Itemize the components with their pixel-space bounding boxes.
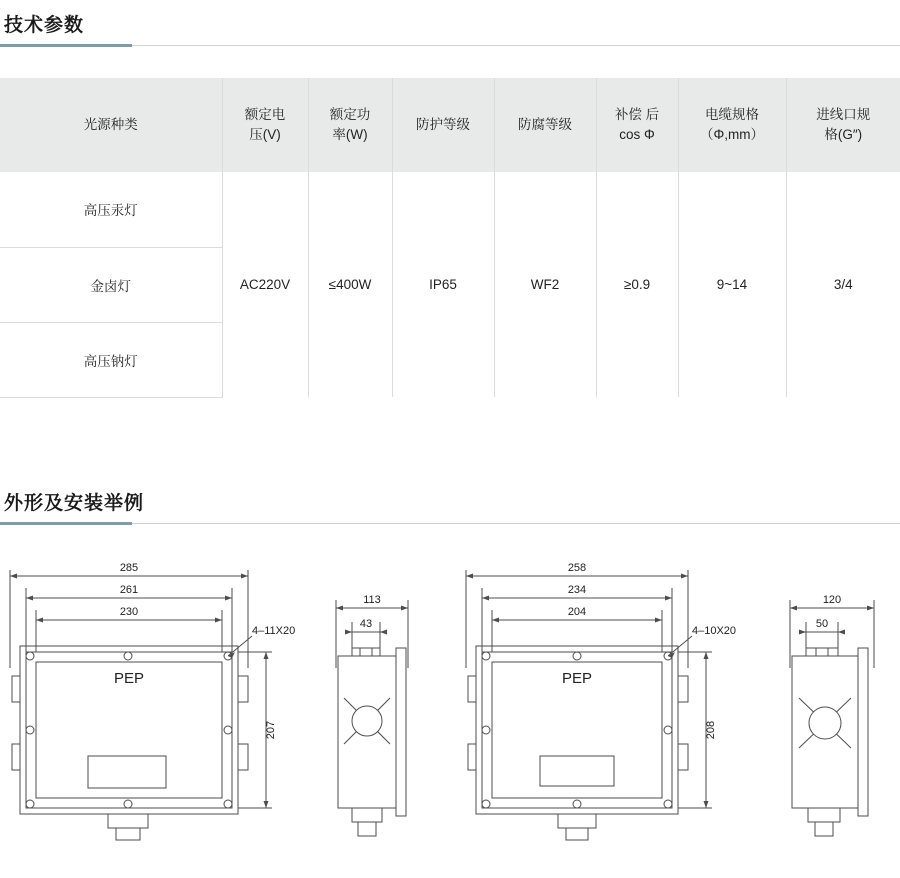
view3-brand-label: PEP xyxy=(561,670,593,687)
view3-hole-note: 4–10X20 xyxy=(692,625,737,637)
col-header-corrosion: 防腐等级 xyxy=(494,78,596,172)
drawing-view-2 xyxy=(336,594,408,836)
view1-brand-label: PEP xyxy=(113,670,145,687)
section-title-tech: 技术参数 xyxy=(4,15,85,36)
dim-label-230: 230 xyxy=(119,606,139,618)
cell-light-source-2: 金卤灯 xyxy=(0,247,222,322)
section-rule-outline xyxy=(0,523,900,524)
table-header-row xyxy=(0,78,900,172)
cell-light-source-3: 高压钠灯 xyxy=(0,322,222,397)
dim-label-258: 258 xyxy=(567,562,587,574)
dim-label-204: 204 xyxy=(567,606,587,618)
cell-voltage: AC220V xyxy=(222,172,308,397)
col-header-cos-phi: 补偿 后 cos Φ xyxy=(596,78,678,172)
view1-hole-note: 4–11X20 xyxy=(252,625,296,637)
spec-table xyxy=(0,78,900,398)
dim-label-285: 285 xyxy=(119,562,139,574)
dim-label-43: 43 xyxy=(359,618,373,630)
table-row xyxy=(0,172,900,247)
dim-label-113: 113 xyxy=(363,594,381,606)
cell-protection: IP65 xyxy=(392,172,494,397)
dim-label-120: 120 xyxy=(822,594,842,606)
dim-label-207: 207 xyxy=(265,720,277,740)
outline-drawings xyxy=(0,548,900,878)
dim-label-234: 234 xyxy=(567,584,587,596)
col-header-inlet: 进线口规 格(G″) xyxy=(786,78,900,172)
drawings-svg xyxy=(0,548,900,878)
col-header-cable: 电缆规格 （Φ,mm） xyxy=(678,78,786,172)
col-header-voltage: 额定电 压(V) xyxy=(222,78,308,172)
col-header-light-source: 光源种类 xyxy=(0,78,222,172)
cell-cos-phi: ≥0.9 xyxy=(596,172,678,397)
section-title-outline: 外形及安装举例 xyxy=(4,493,145,514)
cell-power: ≤400W xyxy=(308,172,392,397)
dim-label-208: 208 xyxy=(705,720,717,740)
cell-inlet: 3/4 xyxy=(786,172,900,397)
col-header-power: 额定功 率(W) xyxy=(308,78,392,172)
drawing-view-1 xyxy=(10,562,295,840)
drawing-view-3 xyxy=(466,562,736,840)
drawing-view-4 xyxy=(790,594,874,836)
spec-table-wrapper xyxy=(0,78,900,398)
cell-cable: 9~14 xyxy=(678,172,786,397)
dim-label-50: 50 xyxy=(815,618,829,630)
col-header-protection: 防护等级 xyxy=(392,78,494,172)
section-header-outline xyxy=(0,488,900,524)
section-rule-tech xyxy=(0,45,900,46)
cell-corrosion: WF2 xyxy=(494,172,596,397)
dim-label-261: 261 xyxy=(119,584,139,596)
section-header-tech xyxy=(0,10,900,46)
cell-light-source-1: 高压汞灯 xyxy=(0,172,222,247)
